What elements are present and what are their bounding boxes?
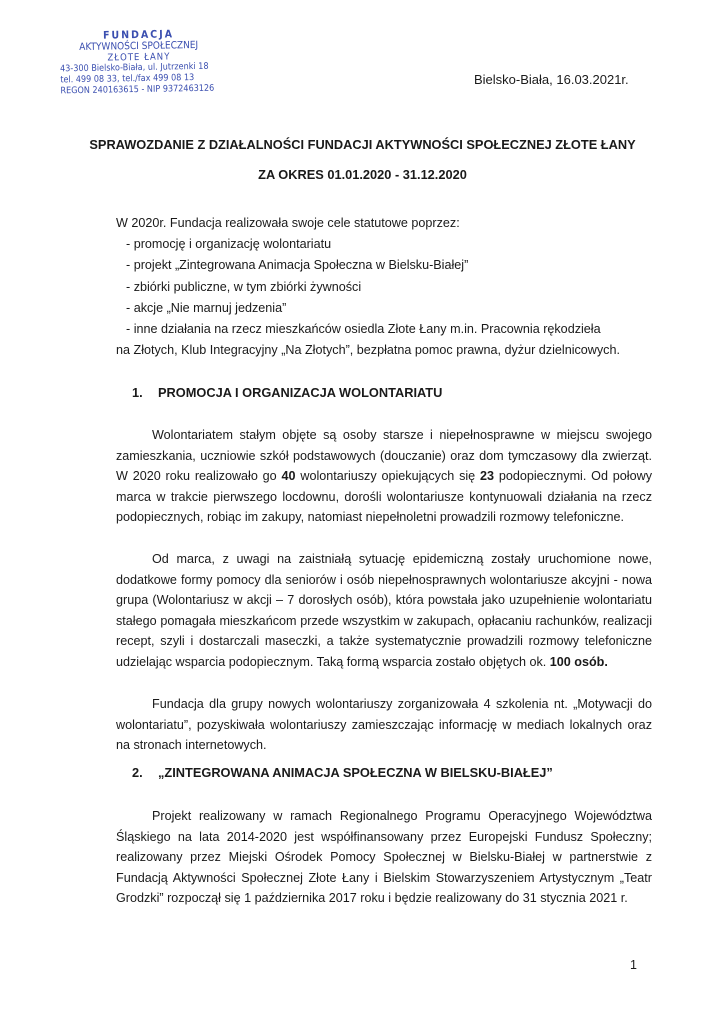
list-item: - akcje „Nie marnuj jedzenia” <box>126 300 287 315</box>
text-run: Wolontariatem stałym objęte są osoby starsze i niepełnosprawne w miejscu swojego zamieszkania, uczniowie szkół podstawowych (douczanie) oraz dom tymczasowy dla zwierząt. W 2020 roku realizowało go <box>116 428 652 484</box>
section-2-heading <box>132 765 553 780</box>
section-number: 2. <box>132 765 143 780</box>
section-2-paragraph-1: Projekt realizowany w ramach Regionalnego Programu Operacyjnego Województwa Śląskiego na lata 2014-2020 jest współfinansowany przez Europejski Fundusz Społeczny; realizowany przez Miejski Ośrodek Pomocy Społecznej w Bielsku-Białej w partnerstwie z Fundacją Aktywności Społecznej Złote Łany i Bielskim Stowarzyszeniem Artystycznym „Teatr Grodzki” rozpoczął się 1 października 2017 roku i będzie realizowany do 31 stycznia 2021 r. <box>116 809 652 906</box>
section-1-heading <box>132 385 442 400</box>
text-run: podopiecznymi. Od połowy marca w trakcie pierwszego locdownu, dorośli wolontariusze kontynuowali działania na rzecz podopiecznych, robiąc im zakupy, natomiast niepełnoletni prowadzili rozmowy telefoniczne. <box>116 469 652 525</box>
document-date: Bielsko-Biała, 16.03.2021r. <box>474 72 629 87</box>
section-title: PROMOCJA I ORGANIZACJA WOLONTARIATU <box>158 385 443 400</box>
stamp-line: AKTYWNOŚCI SPOŁECZNEJ <box>79 39 199 54</box>
document-period: ZA OKRES 01.01.2020 - 31.12.2020 <box>258 167 467 182</box>
section-1-paragraph-1 <box>116 425 652 528</box>
document-title: SPRAWOZDANIE Z DZIAŁALNOŚCI FUNDACJI AKTYWNOŚCI SPOŁECZNEJ ZŁOTE ŁANY <box>89 137 636 152</box>
stamp-line: FUNDACJA <box>102 28 175 42</box>
text-run: Od marca, z uwagi na zaistniałą sytuację epidemiczną zostały uruchomione nowe, dodatkowe formy pomocy dla seniorów i osób niepełnosprawnych wolontariusze akcyjni - nowa grupa (Wolontariusz w akcji – 7 dorosłych osób), która powstała jako uzupełnienie wolontariatu stałego pomagała mieszkańcom przede wszystkim w zakupach, opłacaniu rachunków, realizacji recept, szyli i dostarczali maseczki, a także systematycznie prowadzili rozmowy telefoniczne udzielając wsparcia podopiecznym. Taką formą wsparcia zostało objętych ok. <box>116 552 652 669</box>
section-title: „ZINTEGROWANA ANIMACJA SPOŁECZNA W BIELSKU-BIAŁEJ” <box>158 765 553 780</box>
foundation-stamp <box>43 28 234 97</box>
intro-text: W 2020r. Fundacja realizowała swoje cele statutowe poprzez: <box>116 216 460 230</box>
volunteer-count: 40 <box>281 469 296 484</box>
beneficiary-count: 23 <box>480 469 495 484</box>
stamp-line: ZŁOTE ŁANY <box>107 51 171 64</box>
list-continuation: na Złotych, Klub Integracyjny „Na Złotych”, bezpłatna pomoc prawna, dyżur dzielnicowych. <box>116 343 620 358</box>
list-item: - projekt „Zintegrowana Animacja Społeczna w Bielsku-Białej” <box>126 258 469 273</box>
stamp-line: 43-300 Bielsko-Biała, ul. Jutrzenki 18 <box>60 61 209 75</box>
intro-block <box>116 213 652 361</box>
section-1-paragraph-2 <box>116 549 652 673</box>
page-number: 1 <box>630 958 637 972</box>
people-served: 100 osób. <box>549 654 608 669</box>
stamp-line: REGON 240163615 - NIP 9372463126 <box>60 83 215 97</box>
list-item: - zbiórki publiczne, w tym zbiórki żywności <box>126 279 362 294</box>
list-item: - promocję i organizację wolontariatu <box>126 237 332 252</box>
list-item: - inne działania na rzecz mieszkańców osiedla Złote Łany m.in. Pracownia rękodzieła <box>126 322 601 337</box>
stamp-line: tel. 499 08 33, tel./fax 499 08 13 <box>60 73 195 86</box>
text-run: wolontariuszy opiekujących się <box>295 469 481 484</box>
section-1-paragraph-3: Fundacja dla grupy nowych wolontariuszy zorganizowała 4 szkolenia nt. „Motywacji do wolontariatu”, pozyskiwała wolontariuszy zamieszczając informację w mediach lokalnych oraz na stronach internetowych. <box>116 697 652 753</box>
section-number: 1. <box>132 385 143 400</box>
